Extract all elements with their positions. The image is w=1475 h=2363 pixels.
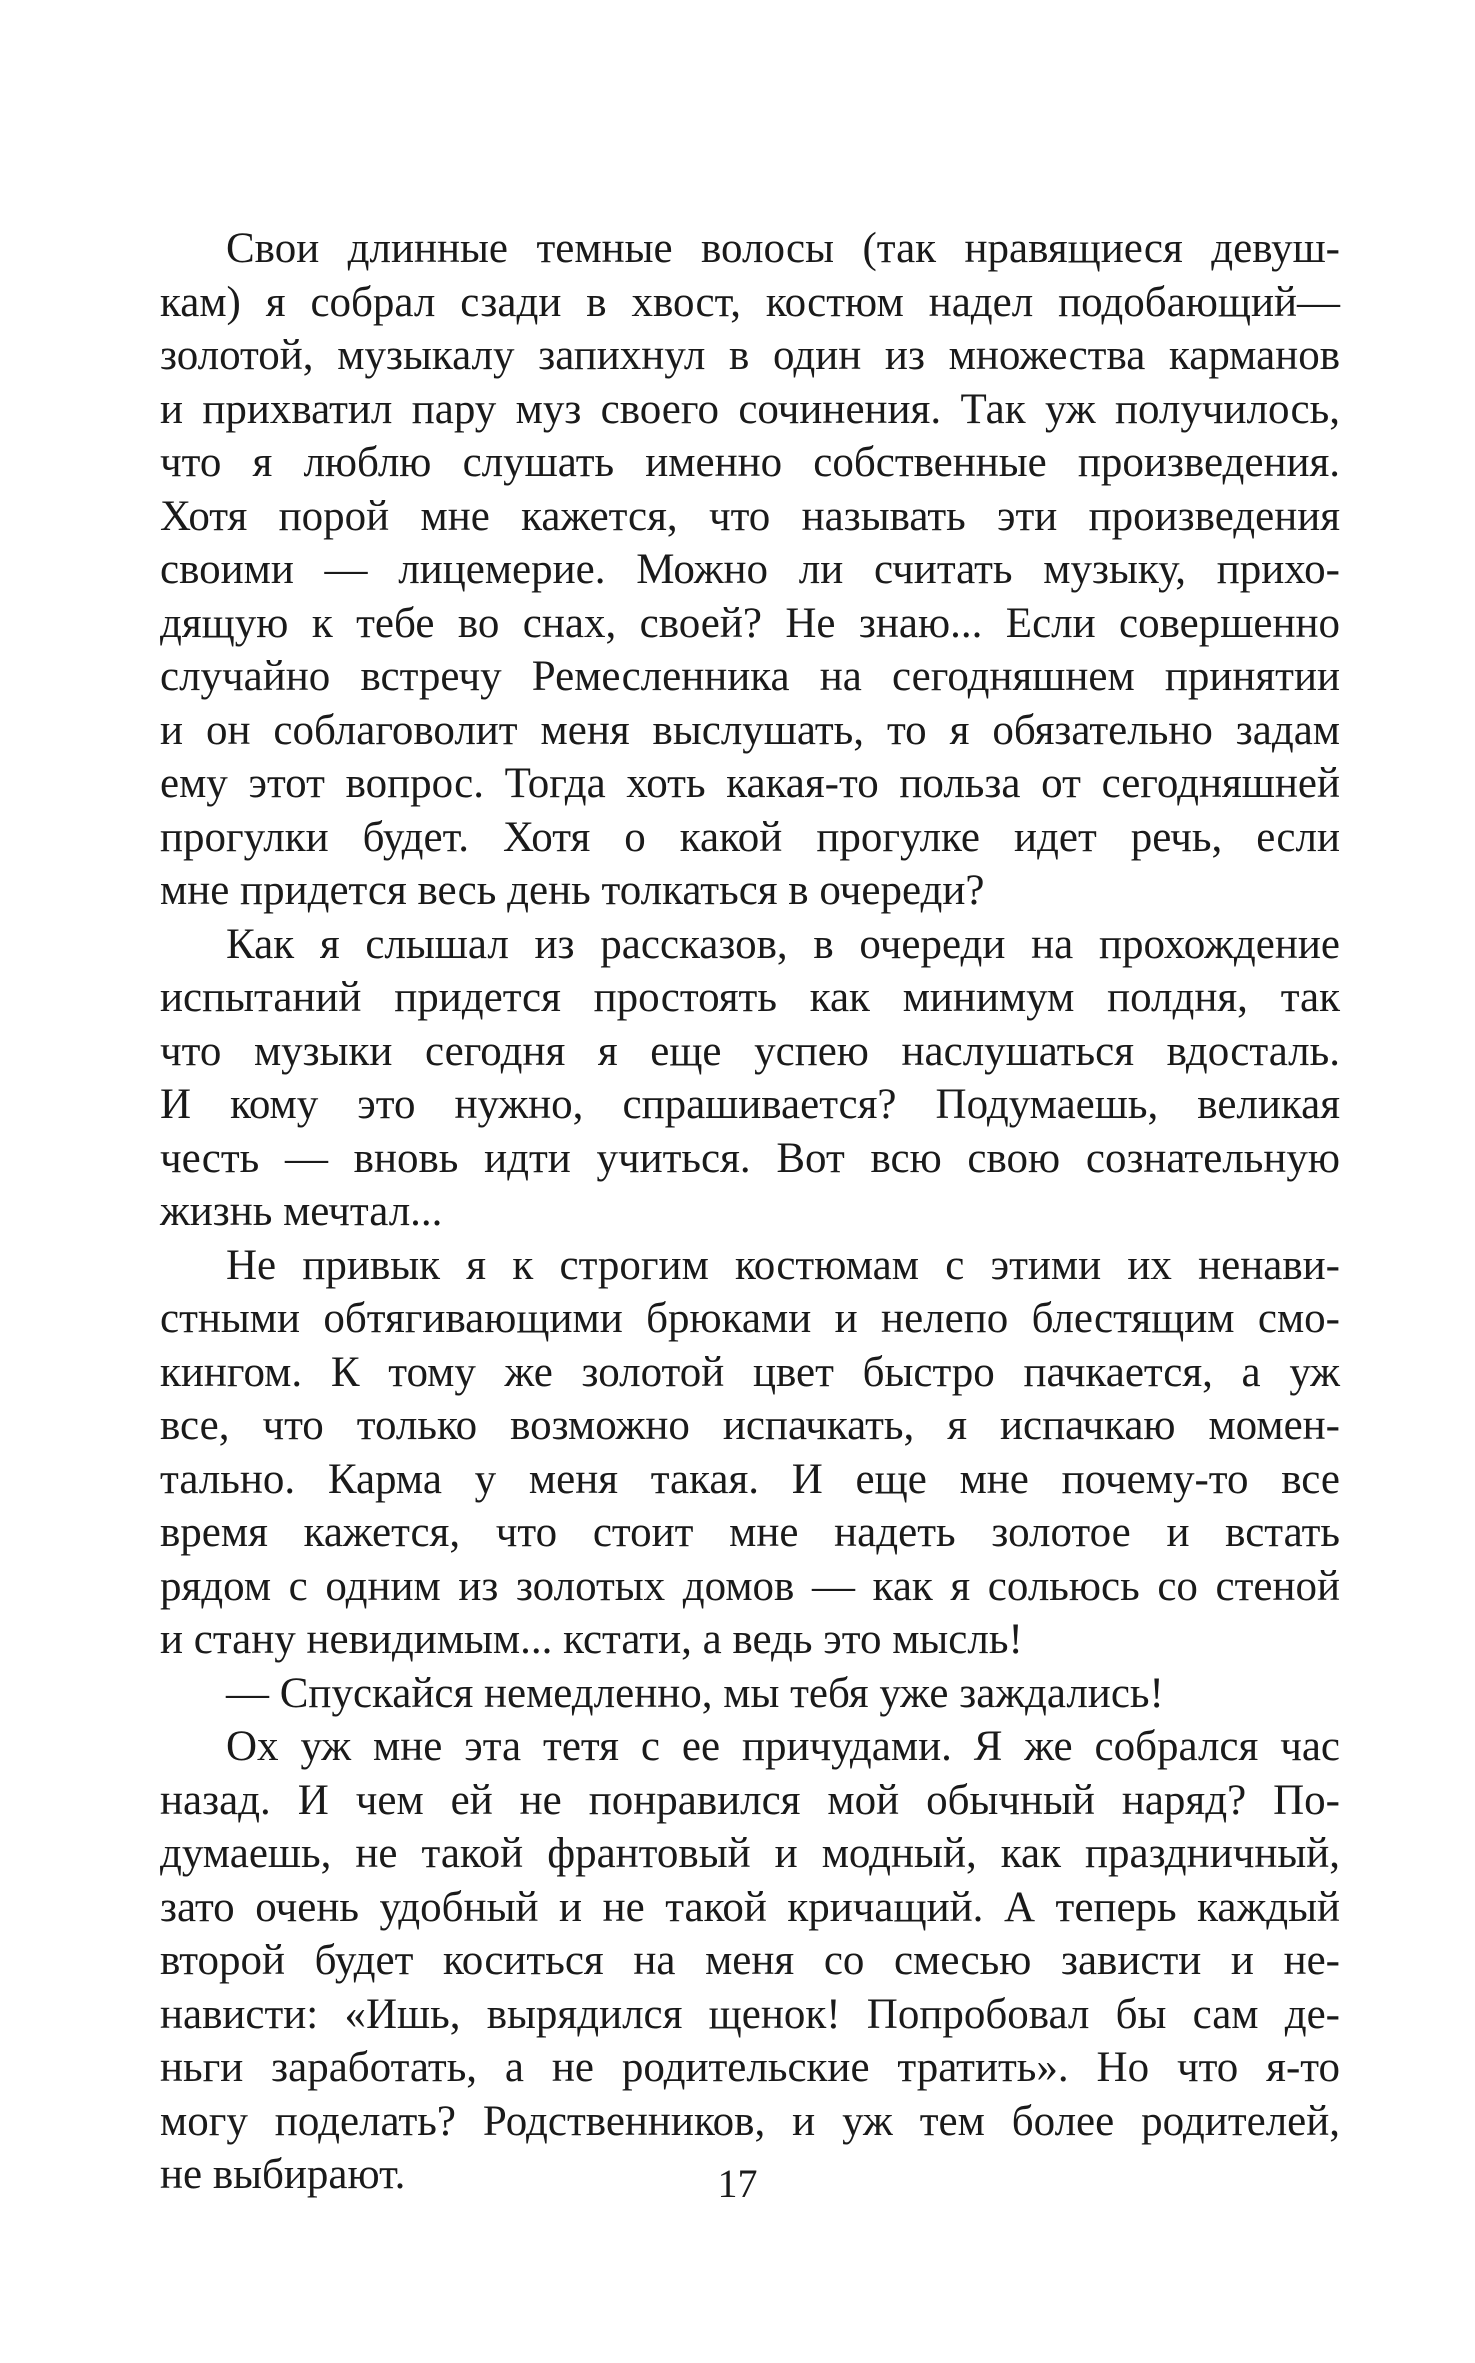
text-line: Как я слышал из рассказов, в очереди на прохождение <box>226 920 1340 968</box>
page-number: 17 <box>717 2161 758 2206</box>
text-line: стными обтягивающими брюками и нелепо блестящим смо- <box>160 1295 1340 1342</box>
text-line: время кажется, что стоит мне надеть золотое и встать <box>160 1509 1340 1556</box>
text-line: кингом. К тому же золотой цвет быстро пачкается, а уж <box>160 1348 1340 1396</box>
text-line: и стану невидимым... кстати, а ведь это мысль! <box>160 1616 1023 1663</box>
text-line: кам) я собрал сзади в хвост, костюм надел подобающий— <box>160 278 1340 326</box>
dialogue-paragraph <box>160 1667 1340 1721</box>
text-line: прогулки будет. Хотя о какой прогулке идет речь, если <box>160 813 1340 861</box>
text-line: — Спускайся немедленно, мы тебя уже заждались! <box>226 1669 1164 1717</box>
text-line: не выбирают. <box>160 2151 406 2198</box>
text-line: Хотя порой мне кажется, что называть эти произведения <box>160 492 1340 540</box>
text-line: жизнь мечтал... <box>160 1188 443 1235</box>
page-body <box>160 222 1340 2202</box>
text-line: Не привык я к строгим костюмам с этими их ненави- <box>226 1241 1340 1289</box>
text-line: ему этот вопрос. Тогда хоть какая-то польза от сегодняшней <box>160 760 1340 807</box>
text-line: тально. Карма у меня такая. И еще мне почему-то все <box>160 1455 1340 1503</box>
text-line: золотой, музыкалу запихнул в один из множества карманов <box>160 332 1340 379</box>
paragraph <box>160 1720 1340 2202</box>
text-line: рядом с одним из золотых домов — как я сольюсь со стеной <box>160 1562 1340 1610</box>
paragraph <box>160 918 1340 1239</box>
paragraph <box>160 222 1340 918</box>
text-line: зато очень удобный и не такой кричащий. А теперь каждый <box>160 1883 1340 1931</box>
text-line: что я люблю слушать именно собственные произведения. <box>160 439 1340 486</box>
text-line: назад. И чем ей не понравился мой обычный наряд? По- <box>160 1776 1340 1824</box>
text-line: думаешь, не такой франтовый и модный, как праздничный, <box>160 1830 1340 1877</box>
text-line: Ох уж мне эта тетя с ее причудами. Я же собрался час <box>226 1723 1340 1770</box>
text-line: испытаний придется простоять как минимум полдня, так <box>160 974 1340 1021</box>
text-line: мне придется весь день толкаться в очереди? <box>160 867 985 914</box>
text-line: все, что только возможно испачкать, я испачкаю момен- <box>160 1402 1340 1449</box>
text-line: второй будет коситься на меня со смесью зависти и не- <box>160 1937 1340 1984</box>
text-line: и прихватил пару муз своего сочинения. Так уж получилось, <box>160 385 1340 433</box>
text-line: своими — лицемерие. Можно ли считать музыку, прихо- <box>160 546 1340 593</box>
text-line: случайно встречу Ремесленника на сегодняшнем принятии <box>160 653 1340 700</box>
text-line: Свои длинные темные волосы (так нравящиеся девуш- <box>226 225 1340 272</box>
text-line: нависти: «Ишь, вырядился щенок! Попробовал бы сам де- <box>160 1990 1340 2038</box>
text-line: могу поделать? Родственников, и уж тем более родителей, <box>160 2097 1340 2145</box>
text-line: ньги заработать, а не родительские тратить». Но что я-то <box>160 2044 1340 2091</box>
text-line: что музыки сегодня я еще успею наслушаться вдосталь. <box>160 1027 1340 1075</box>
text-line: И кому это нужно, спрашивается? Подумаешь, великая <box>160 1081 1340 1128</box>
text-line: и он соблаговолит меня выслушать, то я обязательно задам <box>160 706 1340 754</box>
text-line: дящую к тебе во снах, своей? Не знаю... Если совершенно <box>160 599 1340 647</box>
text-line: честь — вновь идти учиться. Вот всю свою сознательную <box>160 1134 1340 1182</box>
paragraph <box>160 1239 1340 1667</box>
